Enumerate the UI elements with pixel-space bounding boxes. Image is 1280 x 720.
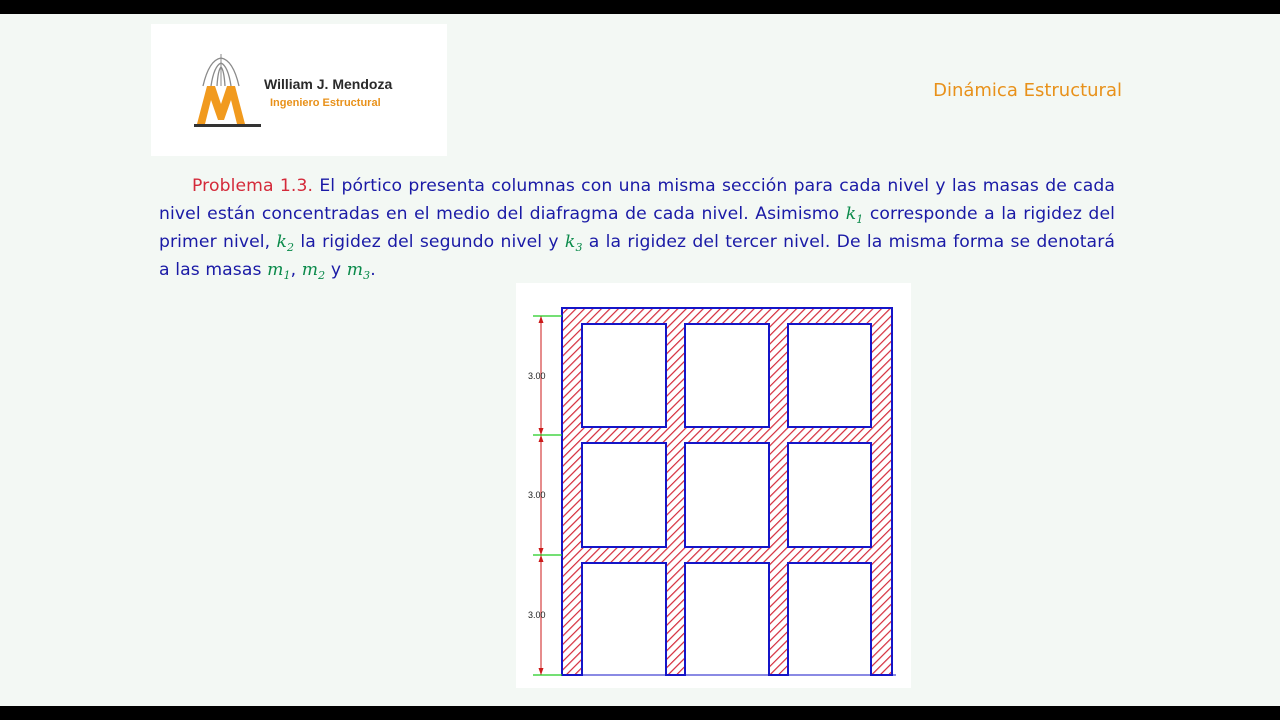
problem-text-2: corresponde a la rigidez del primer nivel, [159,204,1115,252]
frame-figure [516,283,911,688]
var-k2 [276,232,294,252]
var-m2-subscript: 2 [318,269,326,282]
story-height-label-3: 3.00 [528,371,546,381]
slide [0,14,1280,706]
problem-text-1: El pórtico presenta columnas con una misma sección para cada nivel y las masas de cada nivel están concentradas en el medio del diafragma de cada nivel. Asimismo [159,176,1115,224]
frame-drawing [516,283,911,688]
var-k3-symbol: k [564,232,576,252]
story-height-label-2: 3.00 [528,490,546,500]
var-k2-subscript: 2 [287,241,295,254]
course-title: Dinámica Estructural [933,80,1122,101]
var-m3-symbol: m [346,260,364,280]
problem-title: Problema 1.3. [192,176,314,196]
logo-subtitle: Ingeniero Estructural [270,97,381,109]
problem-text-4: a la rigidez del tercer nivel. De la misma forma se denotará a las masas [159,232,1115,280]
var-k1 [846,204,864,224]
story-height-label-1: 3.00 [528,610,546,620]
problem-sep-1: , [290,260,302,280]
var-k1-subscript: 1 [856,213,864,226]
problem-statement [159,172,1115,284]
var-m1-subscript: 1 [283,269,291,282]
var-m1 [267,260,291,280]
var-m2 [302,260,326,280]
logo-name: William J. Mendoza [264,76,393,92]
var-m3 [347,260,371,280]
var-m2-symbol: m [301,260,319,280]
var-k3 [565,232,583,252]
var-k3-subscript: 3 [575,241,583,254]
problem-sep-2: y [325,260,347,280]
var-m3-subscript: 3 [363,269,371,282]
var-m1-symbol: m [267,260,284,280]
problem-text-3: la rigidez del segundo nivel y [294,232,565,252]
var-k2-symbol: k [276,232,287,252]
frame-structure [562,308,892,675]
logo [151,24,447,156]
logo-mark-icon [151,24,271,156]
var-k1-symbol: k [845,204,857,224]
problem-end: . [370,260,376,280]
